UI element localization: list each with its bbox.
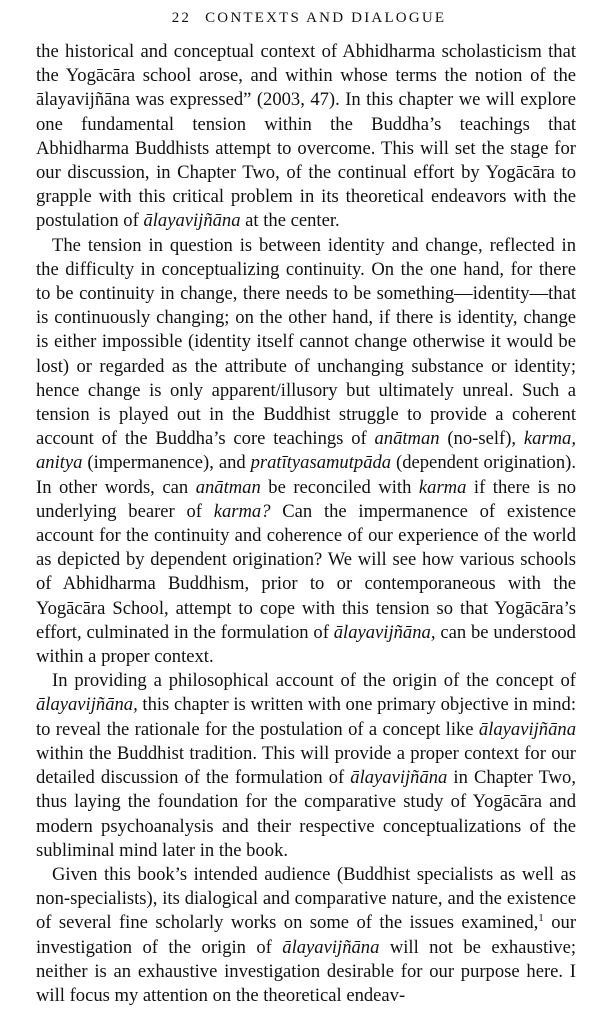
- italic-term: ālayavijñāna: [143, 210, 241, 232]
- text-run: if there is no underlying bearer of: [36, 476, 577, 522]
- text-run: Can the impermanence of existence account for the continuity and coherence of our experience of the world as depicted by dependent origination? We will see how various schools of Abhidharma Buddhism, prior to or contemporaneous with the Yogācāra School, attempt to cope with this tension so that Yogācāra’s effort, culminated in the formulation of: [36, 500, 576, 643]
- text-run: within the Buddhist tradition. This will provide a proper context for our detailed discussion of the formulation of: [36, 742, 576, 789]
- italic-term: ālayavijñāna,: [36, 694, 138, 716]
- running-head: [36, 10, 576, 27]
- italic-term: ālayavijñāna: [350, 767, 448, 789]
- text-run: will not be exhaustive; neither is an exhaustive investigation desirable for our purpose here. I will focus my attention on the theoretical endeav-: [36, 936, 577, 1006]
- text-run: (dependent origination). In other words, can: [36, 452, 576, 498]
- italic-term: anātman: [195, 476, 261, 498]
- text-run: at the center.: [240, 210, 340, 232]
- paragraph: [36, 863, 576, 1008]
- italic-term: anātman: [374, 428, 440, 450]
- italic-term: karma?: [213, 500, 271, 522]
- paragraph: [36, 669, 576, 863]
- text-run: can be understood within a proper context.: [36, 621, 576, 668]
- text-run: be reconciled with: [260, 476, 419, 498]
- footnote-marker: 1: [538, 912, 544, 925]
- text-run: (no-self),: [439, 428, 524, 450]
- italic-term: ālayavijñāna: [478, 718, 576, 740]
- paragraph: [36, 40, 576, 234]
- text-run: The tension in question is between identity and change, reflected in the difficulty in conceptualizing continuity. On the one hand, for there to be continuity in change, there needs to be something—identity—that is continuously changing; on the other hand, if there is identity, change is either impossible (identity itself cannot change otherwise it would be lost) or regarded as the attribute of unchanging substance or identity; hence change is only apparent/illusory but ultimately unreal. Such a tension is played out in the Buddhist struggle to provide a coherent account of the Buddha’s core teachings of: [36, 234, 576, 450]
- text-run: in Chapter Two, thus laying the foundation for the comparative study of Yogācāra and modern psychoanalysis and their respective conceptualizations of the subliminal mind later in the book.: [36, 767, 576, 861]
- text-run: the historical and conceptual context of Abhidharma scholasticism that the Yogācāra school arose, and within whose terms the notion of the ālayavijñāna was expressed” (2003, 47). In this chapter we will explore one fundamental tension within the Buddha’s teachings that Abhidharma Buddhists attempt to overcome. This will set the stage for our discussion, in Chapter Two, of the continual effort by Yogācāra to grapple with this critical problem in its theoretical endeavors with the postulation of: [36, 41, 576, 232]
- text-run: (impermanence), and: [82, 452, 251, 474]
- italic-term: pratītyasamutpāda: [250, 452, 392, 474]
- body-text: [36, 40, 576, 1008]
- text-run: Given this book’s intended audience (Buddhist specialists as well as non-specialists), its dialogical and comparative nature, and the existence of several fine scholarly works on some of the issues examined,: [36, 863, 576, 934]
- italic-term: karma, anitya: [36, 428, 576, 474]
- italic-term: ālayavijñāna: [282, 936, 380, 958]
- paragraph: [36, 234, 576, 670]
- page-number: 22: [171, 10, 192, 26]
- running-title: CONTEXTS AND DIALOGUE: [205, 10, 447, 26]
- text-run: our investigation of the origin of: [36, 912, 577, 958]
- text-run: this chapter is written with one primary objective in mind: to reveal the rationale for the postulation of a concept like: [36, 694, 576, 740]
- italic-term: ālayavijñāna,: [333, 621, 436, 643]
- text-run: In providing a philosophical account of the origin of the concept of: [52, 670, 576, 692]
- italic-term: karma: [418, 476, 467, 498]
